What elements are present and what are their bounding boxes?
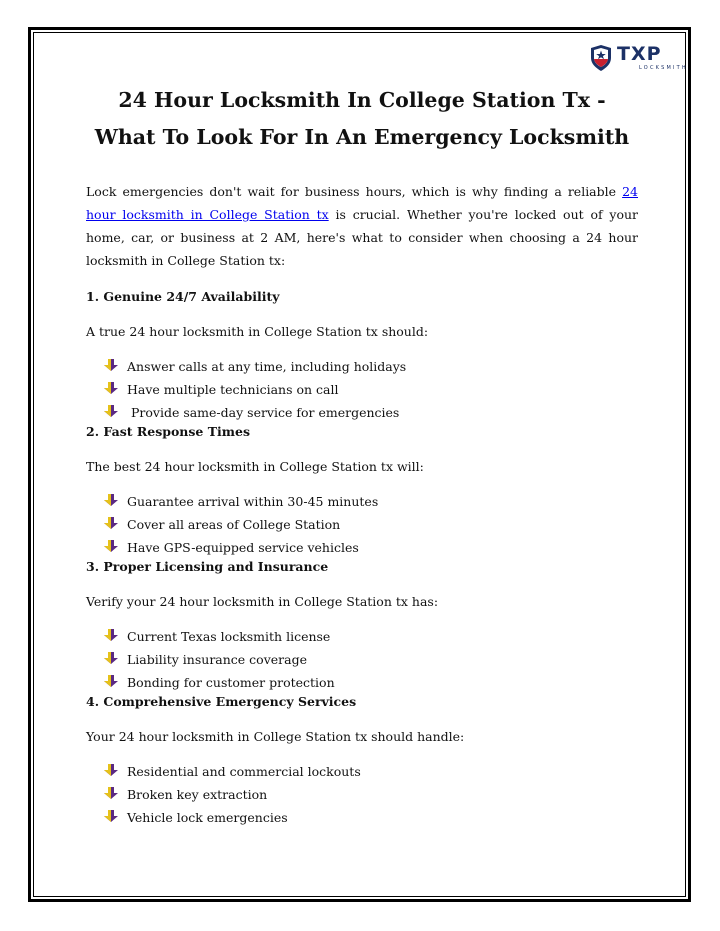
- arrow-bullet-icon: [104, 652, 118, 664]
- intro-text-before: Lock emergencies don't wait for business hours, which is why finding a reliable: [86, 184, 623, 199]
- page-title: 24 Hour Locksmith In College Station Tx - What To Look For In An Emergency Locksmith: [94, 88, 630, 149]
- list-item-text: Cover all areas of College Station: [127, 517, 341, 532]
- section-text: Your 24 hour locksmith in College Station tx should handle:: [86, 729, 465, 744]
- arrow-bullet-icon: [104, 359, 118, 371]
- list-item-text: Answer calls at any time, including holidays: [127, 359, 407, 374]
- arrow-bullet-icon: [104, 494, 118, 506]
- document-body: [86, 82, 638, 833]
- list-item: [86, 494, 638, 517]
- arrow-bullet-icon: [104, 675, 118, 687]
- shield-icon: [589, 44, 613, 72]
- txp-logo: [589, 43, 688, 73]
- arrow-bullet-icon: [104, 810, 118, 822]
- list-item: [86, 675, 638, 698]
- list-item-text: Bonding for customer protection: [127, 675, 335, 690]
- section-title: 2. Fast Response Times: [86, 424, 251, 439]
- arrow-bullet-icon: [104, 540, 118, 552]
- list-item-text: Have GPS-equipped service vehicles: [127, 540, 359, 555]
- arrow-bullet-icon: [104, 405, 118, 417]
- list-item: [86, 787, 638, 810]
- arrow-bullet-icon: [104, 787, 118, 799]
- list-item-text: Current Texas locksmith license: [127, 629, 331, 644]
- list-item-text: Liability insurance coverage: [127, 652, 307, 667]
- list-item: [86, 810, 638, 833]
- locksmith-link[interactable]: 24 hour locksmith in College Station tx: [86, 184, 638, 222]
- list-item-text: Provide same-day service for emergencies: [127, 405, 400, 420]
- intro-text-after: is crucial. Whether you're locked out of your home, car, or business at 2 AM, here's what to consider when choosing a 24 hour locksmith in College Station tx:: [86, 207, 639, 268]
- section-text: A true 24 hour locksmith in College Station tx should:: [86, 324, 429, 339]
- list-item-text: Vehicle lock emergencies: [127, 810, 288, 825]
- logo-wordmark: TXP: [617, 43, 662, 65]
- arrow-bullet-icon: [104, 517, 118, 529]
- list-item: [86, 382, 638, 405]
- logo-subtitle: LOCKSMITH: [639, 65, 688, 71]
- section-text: Verify your 24 hour locksmith in College Station tx has:: [86, 594, 439, 609]
- list-item-text: Have multiple technicians on call: [127, 382, 339, 397]
- arrow-bullet-icon: [104, 764, 118, 776]
- section-title: 1. Genuine 24/7 Availability: [86, 289, 280, 304]
- section-title: 3. Proper Licensing and Insurance: [86, 559, 329, 574]
- bullet-list: [86, 764, 638, 833]
- bullet-list: [86, 494, 638, 563]
- section-title: 4. Comprehensive Emergency Services: [86, 694, 357, 709]
- list-item: [86, 629, 638, 652]
- list-item: [86, 764, 638, 787]
- section-text: The best 24 hour locksmith in College Station tx will:: [86, 459, 424, 474]
- list-item: [86, 405, 638, 428]
- list-item: [86, 517, 638, 540]
- list-item-text: Broken key extraction: [127, 787, 268, 802]
- list-item: [86, 652, 638, 675]
- bullet-list: [86, 359, 638, 428]
- list-item: [86, 540, 638, 563]
- arrow-bullet-icon: [104, 629, 118, 641]
- list-item: [86, 359, 638, 382]
- bullet-list: [86, 629, 638, 698]
- list-item-text: Residential and commercial lockouts: [127, 764, 361, 779]
- list-item-text: Guarantee arrival within 30-45 minutes: [127, 494, 379, 509]
- arrow-bullet-icon: [104, 382, 118, 394]
- intro-paragraph: [86, 180, 638, 272]
